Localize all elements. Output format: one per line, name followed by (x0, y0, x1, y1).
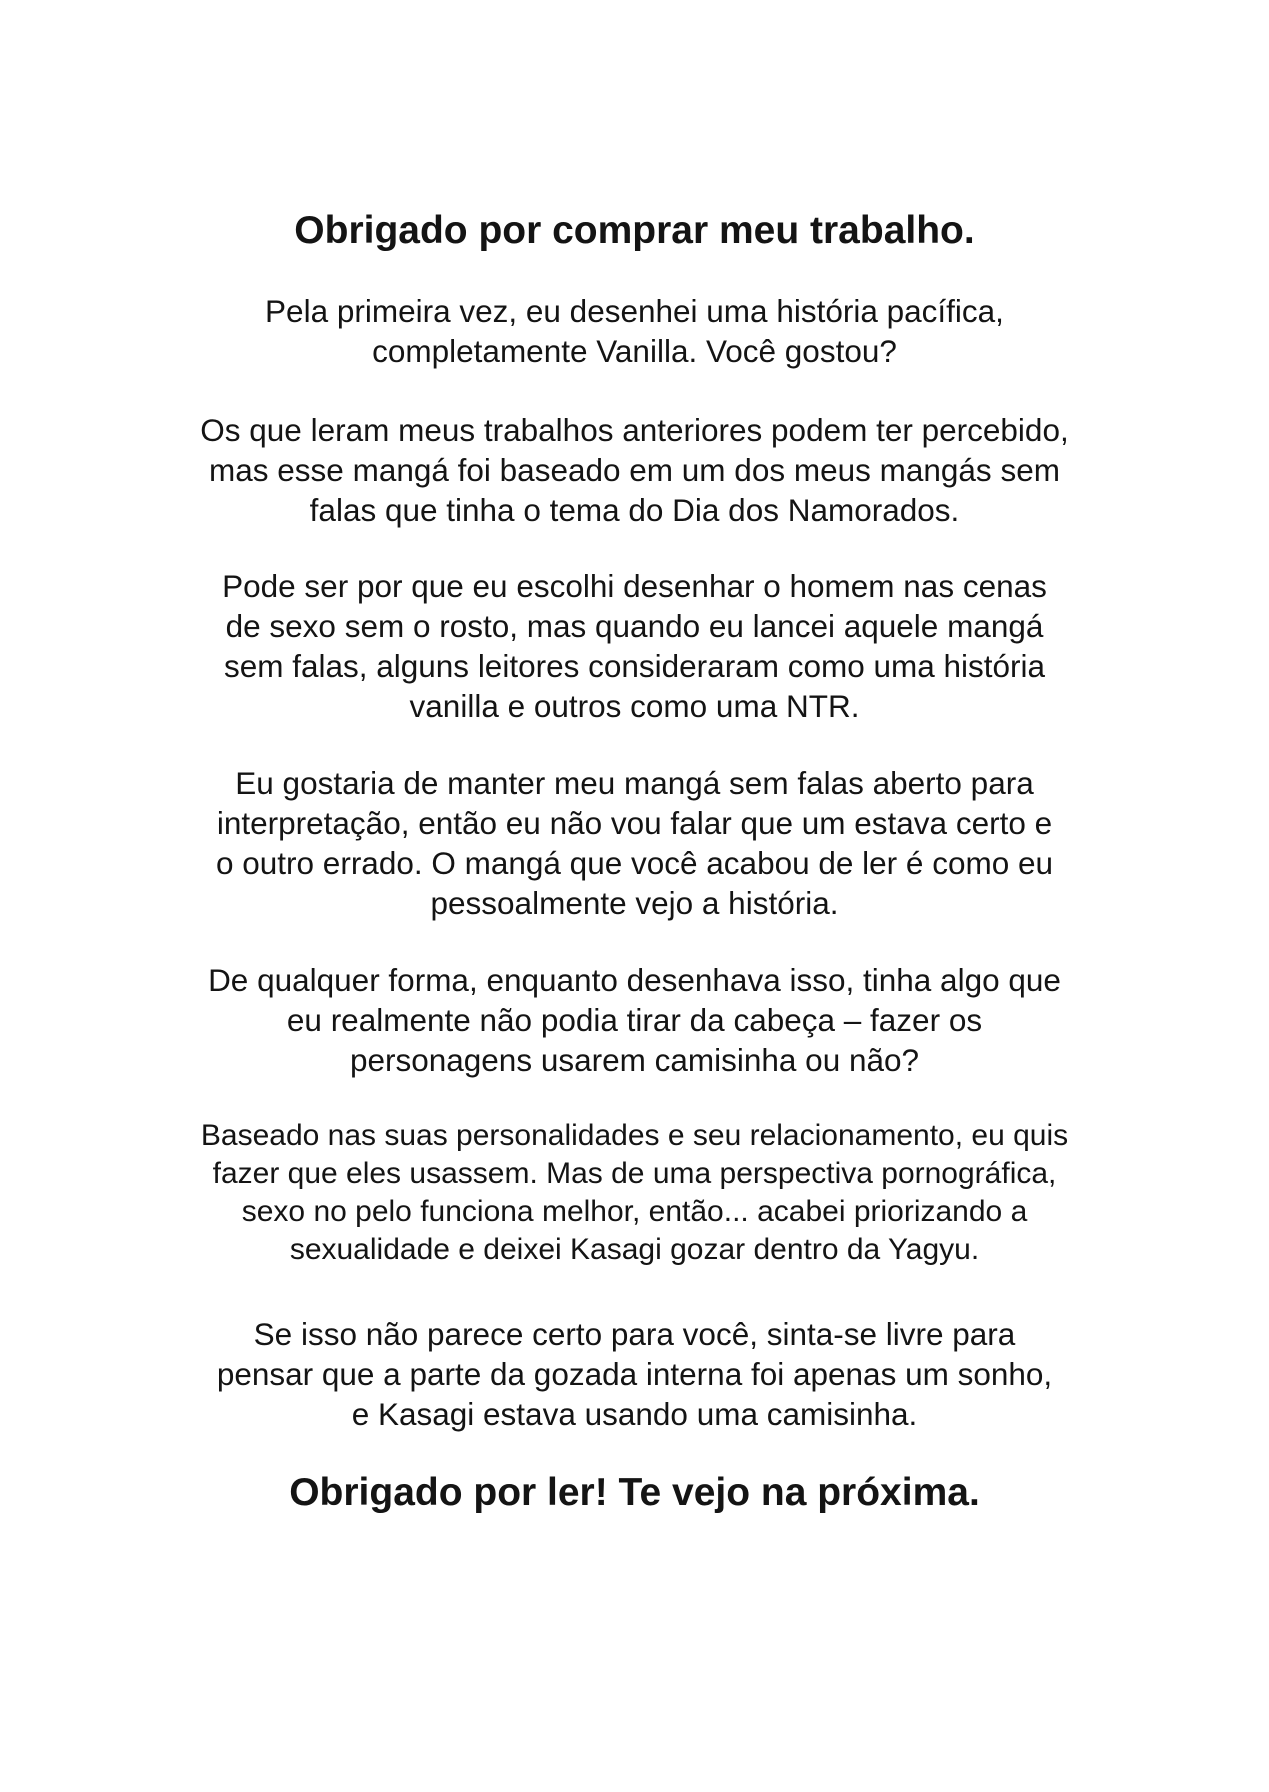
paragraph-line: falas que tinha o tema do Dia dos Namorados. (309, 492, 960, 528)
paragraph-personalities (0, 1117, 1269, 1269)
paragraph-reader-interpretations (0, 566, 1269, 726)
paragraph-line: Pela primeira vez, eu desenhei uma história pacífica, (265, 293, 1004, 329)
paragraph-line: eu realmente não podia tirar da cabeça – fazer os (286, 1002, 983, 1038)
paragraph-line: interpretação, então eu não vou falar que um estava certo e (216, 805, 1053, 841)
paragraph-line: o outro errado. O mangá que você acabou de ler é como eu (215, 845, 1054, 881)
paragraph-line: sexualidade e deixei Kasagi gozar dentro da Yagyu. (289, 1233, 980, 1266)
paragraph-line: de sexo sem o rosto, mas quando eu lancei aquele mangá (225, 608, 1044, 644)
paragraph-drawing-dilemma (0, 960, 1269, 1080)
paragraph-open-interpretation (0, 763, 1269, 923)
paragraph-line: Baseado nas suas personalidades e seu relacionamento, eu quis (200, 1119, 1069, 1152)
paragraph-line: Se isso não parece certo para você, sinta-se livre para (253, 1316, 1016, 1352)
paragraph-line: sem falas, alguns leitores consideraram como uma história (223, 648, 1046, 684)
heading-line: Obrigado por comprar meu trabalho. (294, 209, 975, 252)
paragraph-line: e Kasagi estava usando uma camisinha. (351, 1396, 918, 1432)
closing-heading (0, 1470, 1269, 1516)
paragraph-line: vanilla e outros como uma NTR. (409, 688, 860, 724)
paragraph-dream-option (0, 1314, 1269, 1434)
paragraph-line: fazer que eles usassem. Mas de uma perspectiva pornográfica, (212, 1157, 1057, 1190)
thank-you-heading (0, 208, 1269, 254)
paragraph-line: Eu gostaria de manter meu mangá sem falas aberto para (235, 765, 1034, 801)
paragraph-previous-works (0, 410, 1269, 530)
paragraph-line: pensar que a parte da gozada interna foi apenas um sonho, (216, 1356, 1053, 1392)
paragraph-line: completamente Vanilla. Você gostou? (372, 333, 897, 369)
paragraph-line: sexo no pelo funciona melhor, então... acabei priorizando a (241, 1195, 1028, 1228)
closing-line: Obrigado por ler! Te vejo na próxima. (289, 1471, 980, 1514)
paragraph-line: De qualquer forma, enquanto desenhava isso, tinha algo que (208, 962, 1061, 998)
paragraph-line: mas esse mangá foi baseado em um dos meus mangás sem (209, 452, 1060, 488)
paragraph-line: pessoalmente vejo a história. (430, 885, 839, 921)
paragraph-vanilla-story (0, 291, 1269, 371)
paragraph-line: Os que leram meus trabalhos anteriores podem ter percebido, (200, 412, 1069, 448)
paragraph-line: personagens usarem camisinha ou não? (349, 1042, 920, 1078)
paragraph-line: Pode ser por que eu escolhi desenhar o homem nas cenas (222, 568, 1047, 604)
